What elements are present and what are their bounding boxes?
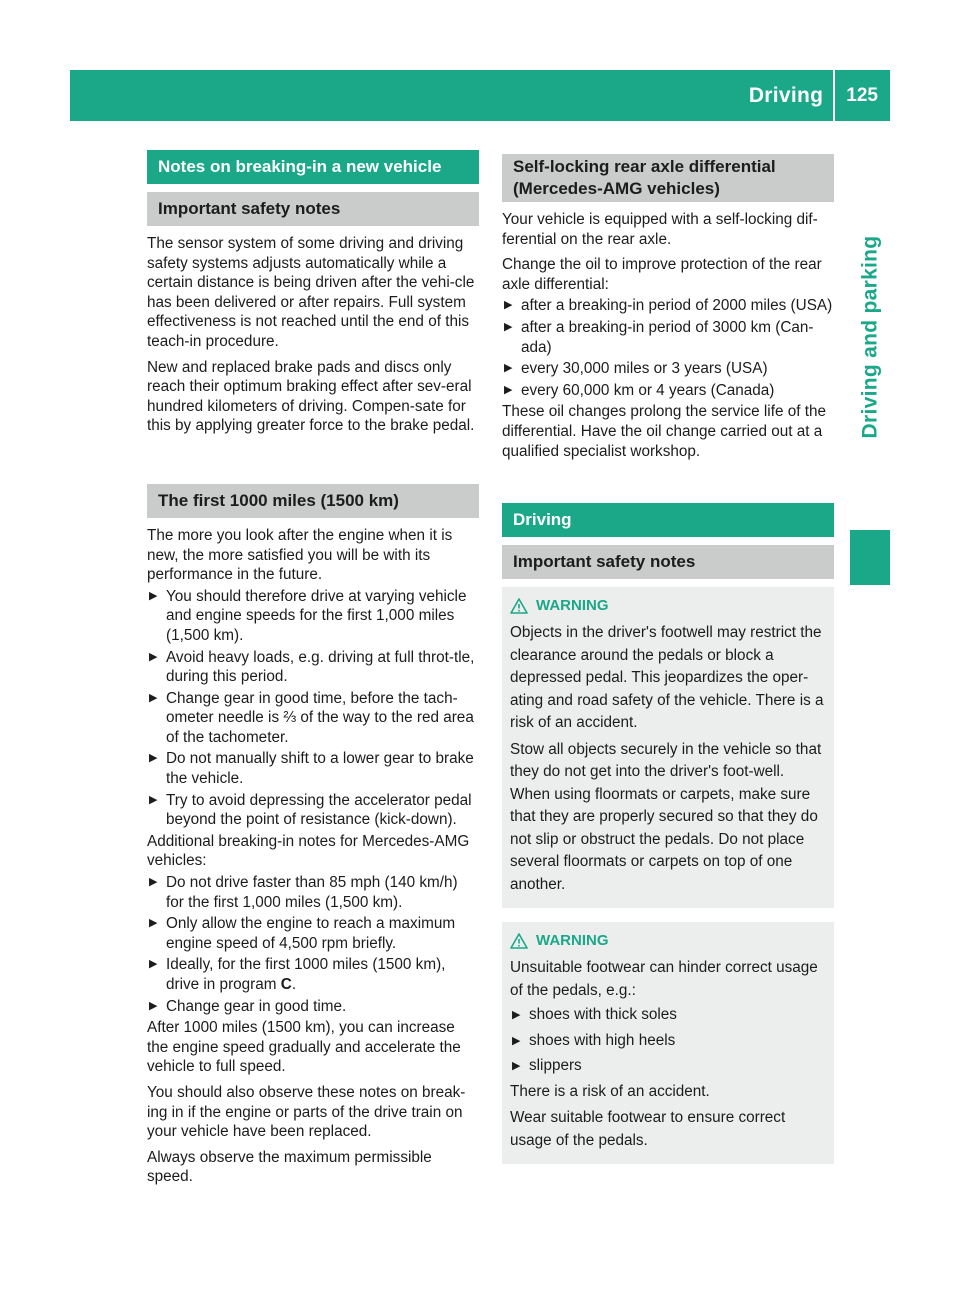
right-column	[502, 150, 834, 1164]
bullet-icon: ▶	[504, 383, 513, 396]
bullet-icon: ▶	[504, 299, 513, 312]
section-heading-breaking-in: Notes on breaking-in a new vehicle	[147, 150, 479, 184]
paragraph: Always observe the maximum permissible speed.	[147, 1148, 432, 1186]
bullet-icon: ▶	[512, 1009, 521, 1022]
bullet-icon: ▶	[504, 320, 513, 333]
list-item: ▶ after a breaking-in period of 3000 km (Can-ada)	[504, 318, 814, 356]
subheading-first-1000-miles: The first 1000 miles (1500 km)	[147, 484, 479, 518]
paragraph: Your vehicle is equipped with a self-locking dif-ferential on the rear axle.	[502, 211, 818, 248]
warning-text: Stow all objects securely in the vehicle so that they do not get into the driver's foot-well. When using floormats or carpets, make sure that they are properly secured so that they do not slip or obstruct the pedals. Do not place several floormats or carpets on top of one another.	[510, 740, 822, 893]
bullet-icon: ▶	[149, 958, 158, 971]
bullet-icon: ▶	[149, 589, 158, 602]
bullet-icon: ▶	[149, 876, 158, 889]
bullet-icon: ▶	[149, 752, 158, 765]
list-item: ▶ Do not manually shift to a lower gear to brake the vehicle.	[149, 750, 474, 788]
paragraph: New and replaced brake pads and discs only reach their optimum braking effect after sev-eral hundred kilometers of driving. Compen-sate for this by applying greater force to the brake pedal.	[147, 358, 475, 435]
subheading-differential: Self-locking rear axle differential (Mercedes-AMG vehicles)	[502, 154, 834, 202]
list-item: ▶ shoes with high heels	[510, 1030, 826, 1053]
program-c: C	[280, 976, 292, 993]
bullet-list	[147, 873, 479, 1016]
paragraph: The more you look after the engine when it is new, the more satisfied you will be with its performance in the future.	[147, 526, 453, 584]
list-item: ▶ every 30,000 miles or 3 years (USA)	[504, 360, 768, 378]
page-number: 125	[846, 84, 878, 106]
bullet-icon: ▶	[149, 691, 158, 704]
section-heading-driving: Driving	[502, 503, 834, 537]
page-header	[70, 70, 890, 121]
left-column	[147, 150, 479, 1187]
list-item: ▶ You should therefore drive at varying vehicle and engine speeds for the first 1,000 miles (1,500 km).	[149, 587, 467, 644]
list-item: ▶ shoes with thick soles	[510, 1004, 826, 1027]
side-tab-label: Driving and parking	[858, 235, 881, 438]
side-marker	[850, 530, 890, 585]
bullet-icon: ▶	[504, 362, 513, 375]
bullet-list	[502, 296, 834, 400]
chapter-title: Driving	[748, 83, 824, 107]
bullet-icon: ▶	[512, 1060, 521, 1073]
bullet-list	[147, 587, 479, 830]
paragraph: These oil changes prolong the service life of the differential. Have the oil change carried out at a qualified specialist workshop.	[502, 403, 826, 460]
side-tab	[850, 150, 890, 523]
subheading-driving-safety-notes: Important safety notes	[502, 545, 834, 579]
warning-heading: WARNING	[510, 597, 826, 614]
list-item: ▶ Only allow the engine to reach a maximum engine speed of 4,500 rpm briefly.	[149, 915, 456, 952]
warning-triangle-icon	[510, 598, 528, 614]
list-item: ▶ after a breaking-in period of 2000 miles (USA)	[504, 297, 833, 315]
paragraph: After 1000 miles (1500 km), you can increase the engine speed gradually and accelerate the vehicle to full speed.	[147, 1019, 461, 1076]
warning-heading: WARNING	[510, 932, 826, 949]
bullet-icon: ▶	[149, 793, 158, 806]
warning-triangle-icon	[510, 933, 528, 949]
warning-box	[502, 587, 834, 908]
bullet-icon: ▶	[149, 650, 158, 663]
subheading-safety-notes: Important safety notes	[147, 192, 479, 226]
list-item: ▶ Change gear in good time, before the tach-ometer needle is ⅔ of the way to the red area of the tachometer.	[149, 689, 474, 746]
bullet-icon: ▶	[512, 1034, 521, 1047]
list-item: ▶ Change gear in good time.	[149, 997, 347, 1015]
list-item: ▶ Do not drive faster than 85 mph (140 km/h) for the first 1,000 miles (1,500 km).	[149, 874, 458, 911]
bullet-icon: ▶	[149, 999, 158, 1012]
list-item: ▶ Ideally, for the first 1000 miles (1500 km), drive in program C.	[149, 956, 446, 993]
paragraph: You should also observe these notes on break-ing in if the engine or parts of the drive train on your vehicle have been replaced.	[147, 1083, 466, 1141]
list-item: ▶ Avoid heavy loads, e.g. driving at full throt-tle, during this period.	[149, 648, 475, 686]
bullet-icon: ▶	[149, 917, 158, 930]
warning-box	[502, 922, 834, 1164]
warning-text: Objects in the driver's footwell may restrict the clearance around the pedals or block a depressed pedal. This jeopardizes the oper-ating and road safety of the vehicle. There is a risk of an accident.	[510, 624, 824, 732]
bullet-list	[510, 1004, 826, 1078]
list-item: ▶ every 60,000 km or 4 years (Canada)	[504, 381, 775, 399]
paragraph: Change the oil to improve protection of the rear axle differential:	[502, 256, 822, 293]
warning-text: Wear suitable footwear to ensure correct usage of the pedals.	[510, 1109, 786, 1149]
paragraph: Additional breaking-in notes for Mercedes-AMG vehicles:	[147, 832, 470, 870]
list-item: ▶ slippers	[510, 1055, 826, 1078]
paragraph: The sensor system of some driving and driving safety systems adjusts automatically while a certain distance is being driven after the vehi-cle has been delivered or after repairs. Full system effectiveness is not reached until the end of this teach-in procedure.	[147, 235, 475, 350]
list-item: ▶ Try to avoid depressing the accelerator pedal beyond the point of resistance (kick-down).	[149, 791, 472, 829]
warning-text: There is a risk of an accident.	[510, 1082, 710, 1100]
warning-text: Unsuitable footwear can hinder correct usage of the pedals, e.g.:	[510, 959, 818, 999]
